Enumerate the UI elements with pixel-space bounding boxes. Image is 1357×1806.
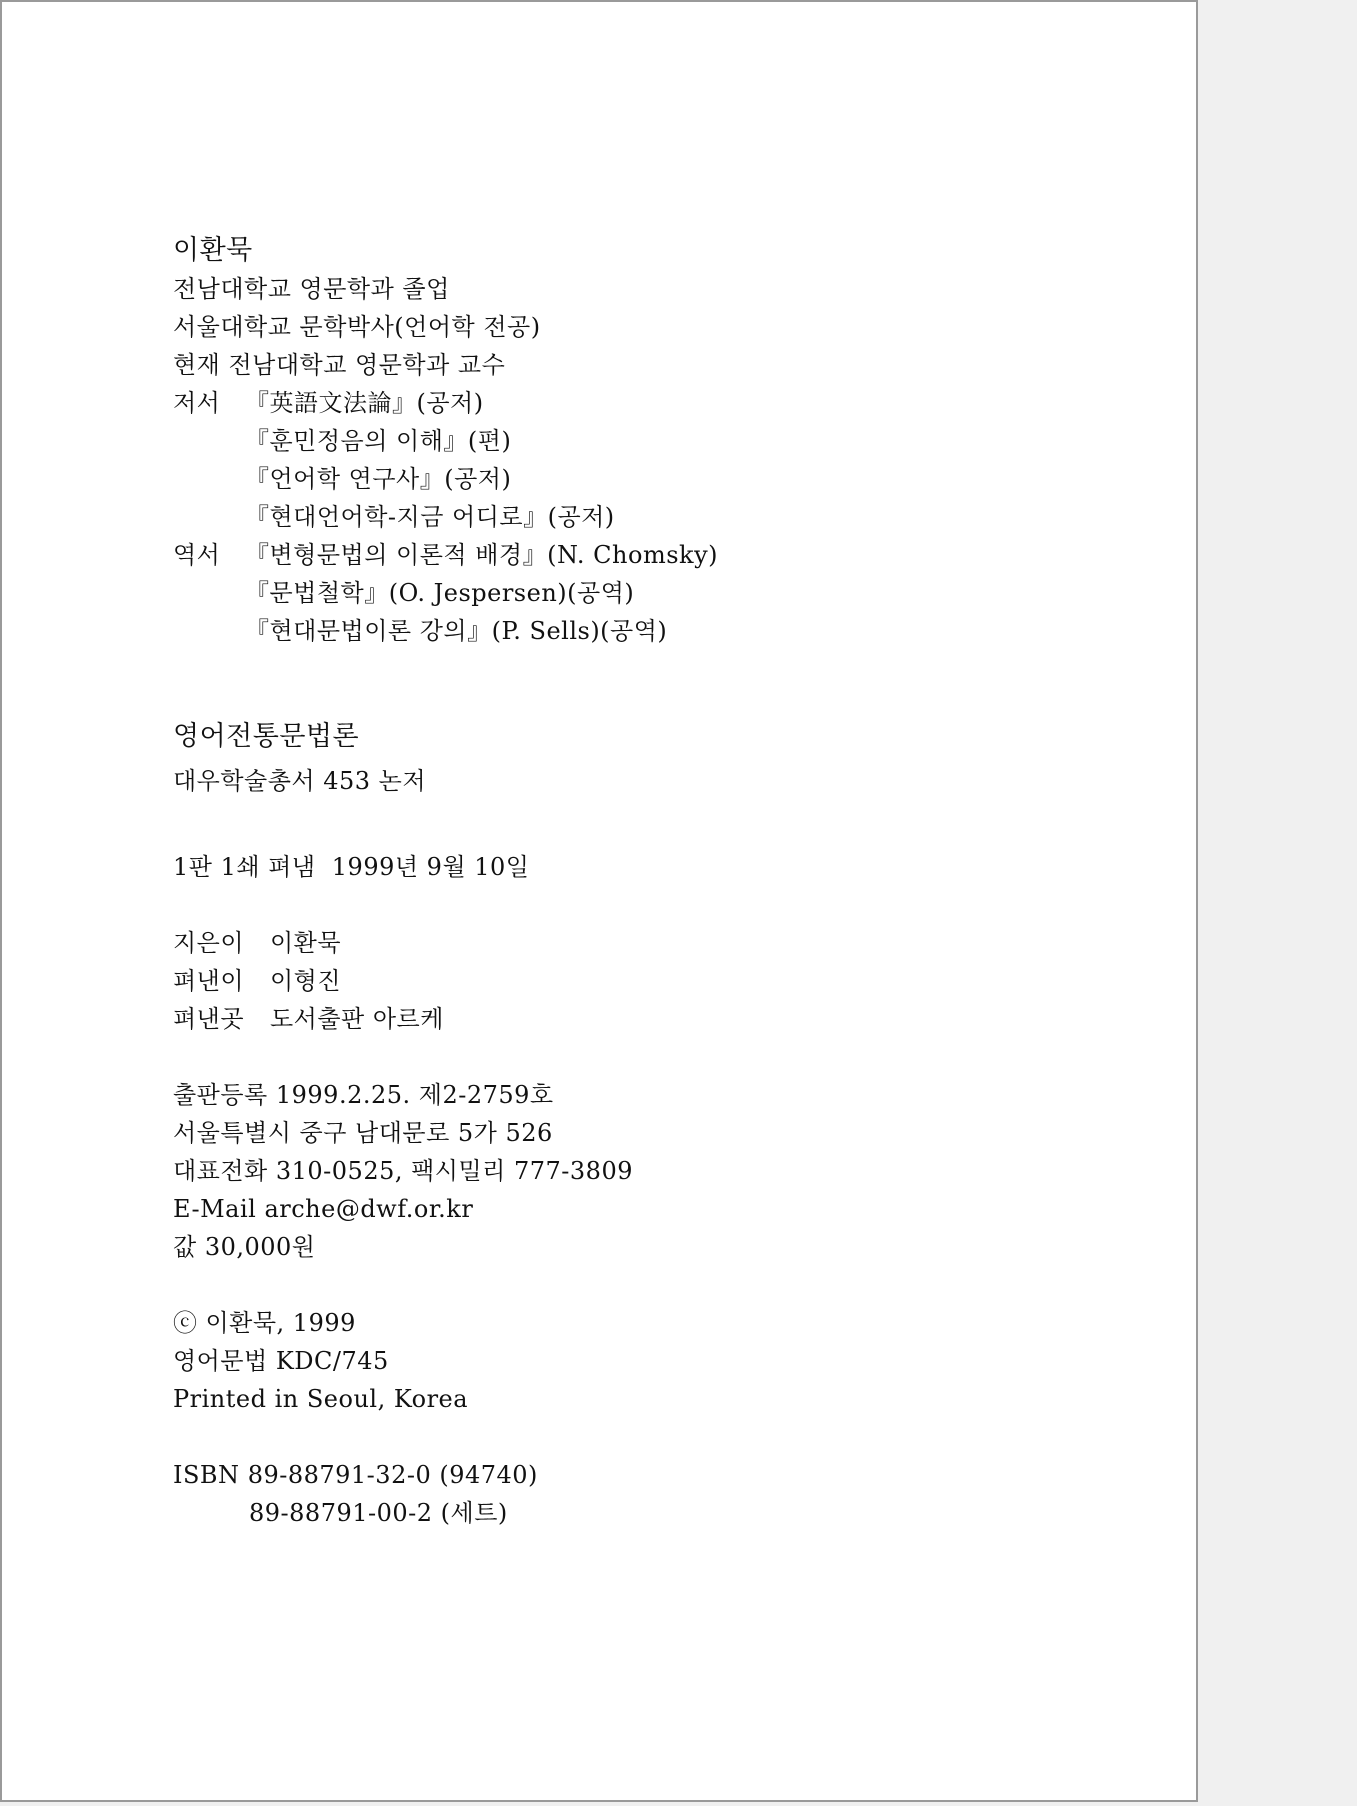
author-bio-line: 현재 전남대학교 영문학과 교수 bbox=[173, 351, 506, 379]
translation-item: 『변형문법의 이론적 배경』(N. Chomsky) bbox=[245, 541, 718, 569]
translation-item: 『현대문법이론 강의』(P. Sells)(공역) bbox=[245, 617, 668, 645]
copyright-line bbox=[173, 1304, 973, 1342]
copyright-icon: ⓒ bbox=[173, 1309, 198, 1337]
author-bio-line: 서울대학교 문학박사(언어학 전공) bbox=[173, 313, 541, 341]
credit-label: 펴낸곳 bbox=[173, 1005, 245, 1033]
credit-value: 도서출판 아르케 bbox=[270, 1005, 444, 1033]
book-series: 대우학술총서 453 논저 bbox=[173, 767, 427, 795]
edition-info: 1판 1쇄 펴냄 1999년 9월 10일 bbox=[173, 853, 530, 881]
credit-value: 이환묵 bbox=[270, 929, 342, 957]
work-item: 『언어학 연구사』(공저) bbox=[245, 465, 512, 493]
credit-publisher-person bbox=[173, 962, 973, 1000]
work-item: 『훈민정음의 이해』(편) bbox=[245, 427, 512, 455]
work-item: 『현대언어학-지금 어디로』(공저) bbox=[245, 503, 615, 531]
classification: 영어문법 KDC/745 bbox=[173, 1347, 389, 1375]
author-bio-line: 전남대학교 영문학과 졸업 bbox=[173, 275, 450, 303]
copyright-text: 이환묵, 1999 bbox=[205, 1309, 356, 1337]
book-title: 영어전통문법론 bbox=[173, 721, 360, 752]
translation-item: 『문법철학』(O. Jespersen)(공역) bbox=[245, 579, 635, 607]
works-label: 저서 bbox=[173, 389, 221, 417]
credit-author bbox=[173, 924, 973, 962]
author-name: 이환묵 bbox=[173, 235, 253, 266]
price-info: 값 30,000원 bbox=[173, 1233, 316, 1261]
printed-location: Printed in Seoul, Korea bbox=[173, 1385, 469, 1413]
credit-publisher-house bbox=[173, 1000, 973, 1038]
work-item: 『英語文法論』(공저) bbox=[245, 389, 484, 417]
isbn-set: 89-88791-00-2 (세트) bbox=[249, 1499, 508, 1527]
colophon bbox=[173, 232, 973, 1532]
phone-info: 대표전화 310-0525, 팩시밀리 777-3809 bbox=[173, 1157, 633, 1185]
viewer-background bbox=[1201, 0, 1357, 1806]
works-row bbox=[173, 384, 973, 422]
translations-row bbox=[173, 536, 973, 574]
credit-label: 펴낸이 bbox=[173, 967, 245, 995]
email-info: E-Mail arche@dwf.or.kr bbox=[173, 1195, 474, 1223]
isbn-primary: ISBN 89-88791-32-0 (94740) bbox=[173, 1461, 538, 1489]
translations-label: 역서 bbox=[173, 541, 221, 569]
registration-info: 출판등록 1999.2.25. 제2-2759호 bbox=[173, 1081, 554, 1109]
address-info: 서울특별시 중구 남대문로 5가 526 bbox=[173, 1119, 553, 1147]
credit-label: 지은이 bbox=[173, 929, 245, 957]
credit-value: 이형진 bbox=[270, 967, 342, 995]
